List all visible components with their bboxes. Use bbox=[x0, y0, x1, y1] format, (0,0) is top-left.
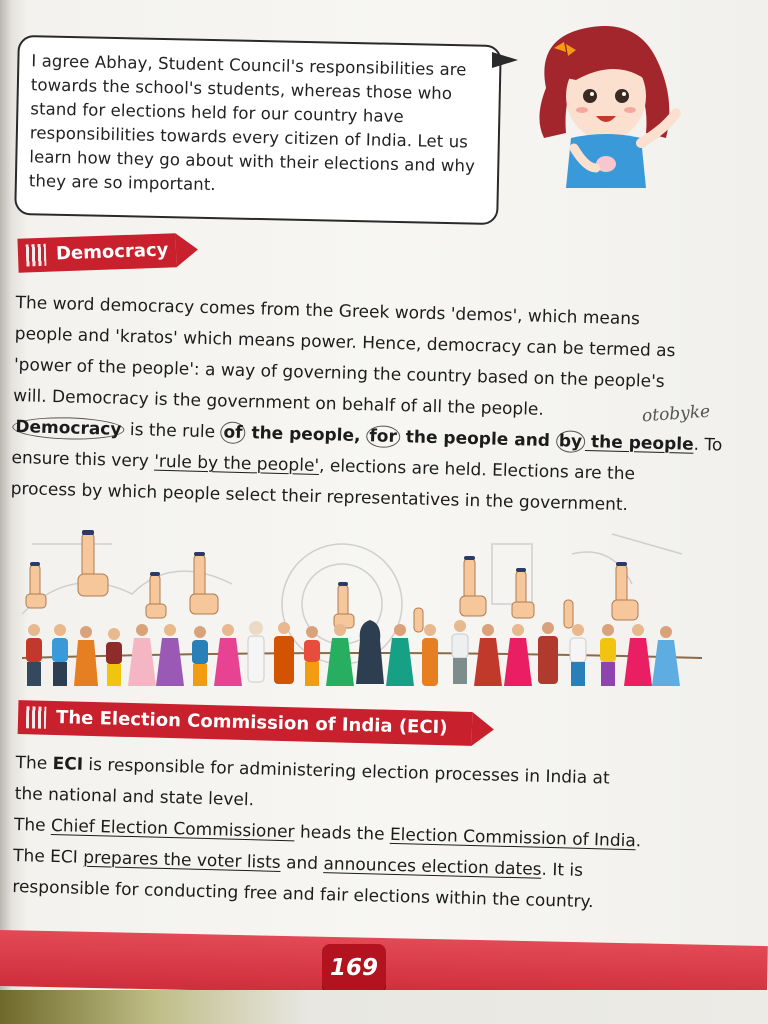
bubble-line: stand for elections held for our country have bbox=[30, 99, 404, 127]
paragraph-line: The word democracy comes from the Greek words 'demos', which means bbox=[15, 292, 641, 330]
text-fragment: . bbox=[635, 831, 642, 852]
text-fragment: . To bbox=[693, 434, 723, 456]
voters-illustration bbox=[12, 524, 702, 700]
speech-bubble bbox=[14, 35, 502, 225]
text-fragment: heads the bbox=[294, 822, 391, 845]
book-spine-shadow bbox=[0, 0, 12, 1024]
background-surface bbox=[0, 990, 768, 1024]
text-fragment: the people and bbox=[399, 427, 557, 452]
text-fragment: . It is bbox=[541, 859, 584, 881]
text-fragment: The bbox=[15, 752, 53, 774]
paragraph-line: 'power of the people': a way of governing the country based on the people's bbox=[13, 354, 665, 393]
section-heading-text: The Election Commission of India (ECI) bbox=[55, 707, 448, 739]
text-fragment: The ECI bbox=[12, 845, 84, 868]
of-circled: of bbox=[220, 421, 246, 444]
bubble-line: I agree Abhay, Student Council's responsibilities are bbox=[31, 51, 467, 80]
paragraph-line: responsible for conducting free and fair elections within the country. bbox=[12, 876, 594, 913]
election-commission-underlined: Election Commission of India bbox=[389, 824, 637, 852]
eci-paragraph bbox=[12, 748, 706, 921]
banner-stripes bbox=[26, 706, 47, 729]
paragraph-line: process by which people select their representatives in the government. bbox=[10, 478, 629, 516]
by-circled: by bbox=[556, 430, 586, 453]
chief-election-commissioner-underlined: Chief Election Commissioner bbox=[50, 815, 295, 843]
voter-lists-underlined: prepares the voter lists bbox=[82, 847, 281, 873]
section-heading-text: Democracy bbox=[55, 239, 169, 265]
democracy-paragraph bbox=[10, 288, 723, 523]
banner-stripes bbox=[26, 244, 47, 267]
handwritten-note: otobyke bbox=[641, 401, 711, 427]
bubble-line: learn how they go about with their elections and why bbox=[29, 147, 476, 176]
bubble-line: they are so important. bbox=[28, 171, 216, 195]
page-number: 169 bbox=[322, 944, 386, 992]
text-fragment: ensure this very bbox=[11, 447, 155, 472]
text-fragment: The bbox=[13, 814, 52, 836]
election-dates-underlined: announces election dates bbox=[323, 854, 542, 880]
section-heading-eci bbox=[18, 700, 473, 746]
text-fragment: , elections are held. Elections are the bbox=[318, 455, 636, 485]
paragraph-line: people and 'kratos' which means power. Hence, democracy can be termed as bbox=[14, 323, 676, 362]
text-fragment: the people, bbox=[245, 423, 367, 447]
bubble-line: towards the school's students, whereas those who bbox=[30, 75, 453, 104]
paragraph-line: will. Democracy is the government on behalf of all the people. bbox=[12, 385, 545, 420]
text-fragment: and bbox=[280, 852, 324, 875]
text-fragment: is responsible for administering election processes in India at bbox=[82, 754, 610, 789]
text-fragment: is the rule bbox=[124, 419, 221, 443]
section-heading-democracy bbox=[17, 233, 176, 272]
democracy-term: Democracy bbox=[12, 416, 125, 441]
rule-by-people-underlined: 'rule by the people' bbox=[153, 451, 320, 476]
for-circled: for bbox=[366, 425, 400, 448]
bubble-line: responsibilities towards every citizen of India. Let us bbox=[29, 123, 469, 152]
speech-bubble-tail bbox=[492, 52, 518, 68]
girl-character-illustration bbox=[516, 18, 696, 188]
speech-bubble-text bbox=[29, 49, 488, 203]
eci-term: ECI bbox=[52, 753, 84, 775]
paragraph-line: the national and state level. bbox=[14, 783, 255, 811]
text-fragment: the people bbox=[584, 431, 694, 455]
